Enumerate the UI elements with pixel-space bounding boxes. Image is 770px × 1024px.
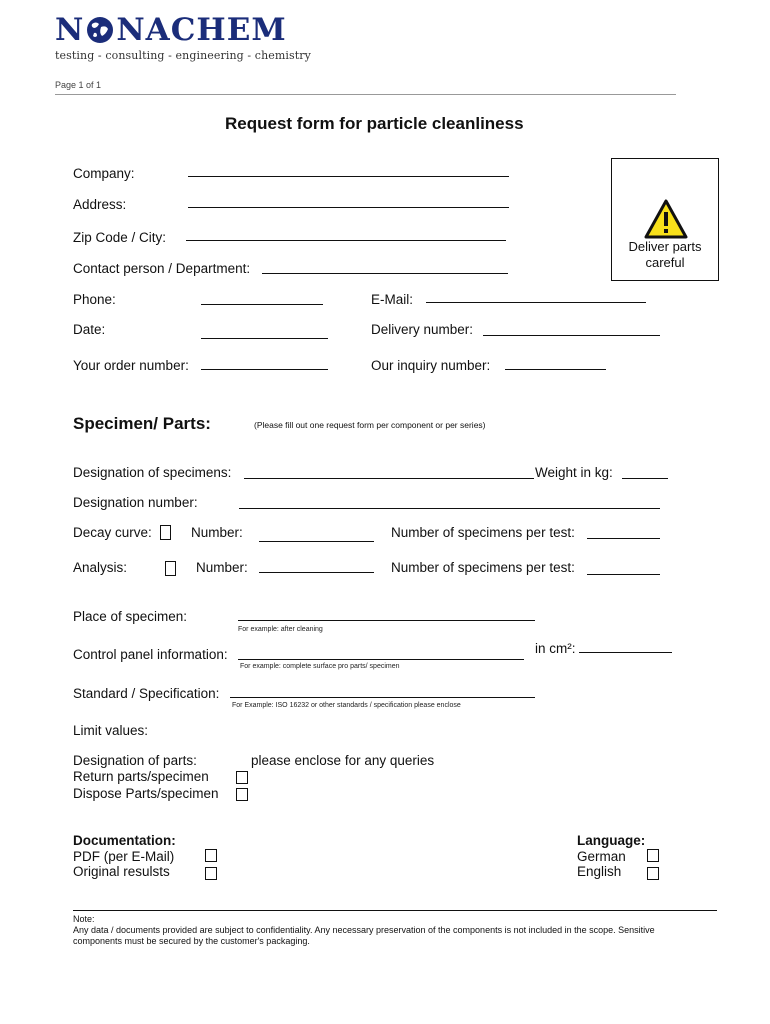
documentation-heading: Documentation: <box>73 833 176 848</box>
standard-label: Standard / Specification: <box>73 686 220 701</box>
decay-number-label: Number: <box>191 525 243 540</box>
our-inquiry-number-field[interactable] <box>505 369 606 370</box>
logo-text-end: NACHEM <box>116 12 287 48</box>
specimen-hint: (Please fill out one request form per component or per series) <box>254 420 486 430</box>
note-block <box>73 914 683 947</box>
german-checkbox[interactable] <box>647 849 659 862</box>
designation-number-label: Designation number: <box>73 495 198 510</box>
globe-icon <box>85 15 115 45</box>
company-field[interactable] <box>188 176 509 177</box>
analysis-number-field[interactable] <box>259 572 374 573</box>
zip-city-field[interactable] <box>186 240 506 241</box>
place-of-specimen-field[interactable] <box>238 620 535 621</box>
warning-label-line1: Deliver parts <box>628 239 702 254</box>
designation-specimens-label: Designation of specimens: <box>73 465 232 480</box>
analysis-label: Analysis: <box>73 560 128 575</box>
specimens-per-test-label-2: Number of specimens per test: <box>391 560 575 575</box>
note-label: Note: <box>73 914 95 924</box>
address-field[interactable] <box>188 207 509 208</box>
pdf-label: PDF (per E-Mail) <box>73 849 175 864</box>
designation-specimens-field[interactable] <box>244 478 534 479</box>
form-title: Request form for particle cleanliness <box>225 114 524 133</box>
language-heading: Language: <box>577 833 646 848</box>
specimen-heading: Specimen/ Parts: <box>73 414 211 433</box>
decay-curve-checkbox[interactable] <box>160 525 171 540</box>
phone-field[interactable] <box>201 304 323 305</box>
page-indicator: Page 1 of 1 <box>55 80 102 90</box>
decay-curve-label: Decay curve: <box>73 525 152 540</box>
enclose-queries-label: please enclose for any queries <box>251 753 435 768</box>
date-field[interactable] <box>201 338 328 339</box>
dispose-parts-checkbox[interactable] <box>236 788 248 801</box>
control-panel-label: Control panel information: <box>73 647 228 662</box>
place-of-specimen-label: Place of specimen: <box>73 609 188 624</box>
warning-label-line2: careful <box>645 255 685 270</box>
our-inquiry-number-label: Our inquiry number: <box>371 358 491 373</box>
decay-number-field[interactable] <box>259 541 374 542</box>
dispose-parts-label: Dispose Parts/specimen <box>73 786 219 801</box>
warning-icon <box>644 199 688 239</box>
weight-label: Weight in kg: <box>535 465 613 480</box>
zip-city-label: Zip Code / City: <box>73 230 167 245</box>
email-label: E-Mail: <box>371 292 414 307</box>
logo-tagline: testing - consulting - engineering - chemistry <box>55 49 311 62</box>
specimens-per-test-field-2[interactable] <box>587 574 660 575</box>
careful-delivery-box <box>611 158 719 281</box>
contact-person-label: Contact person / Department: <box>73 261 251 276</box>
in-cm2-field[interactable] <box>579 652 672 653</box>
logo-text-start: N <box>55 12 85 48</box>
return-parts-checkbox[interactable] <box>236 771 248 784</box>
return-parts-label: Return parts/specimen <box>73 769 209 784</box>
note-text: Any data / documents provided are subject to confidentiality. Any necessary preservation of the components is not included in the scope. Sensitive components must be secured by the customer's packaging. <box>73 925 655 946</box>
control-panel-hint: For example: complete surface pro parts/ specimen <box>240 663 400 670</box>
pdf-checkbox[interactable] <box>205 849 217 862</box>
limit-values-label: Limit values: <box>73 723 149 738</box>
company-label: Company: <box>73 166 135 181</box>
control-panel-field[interactable] <box>238 659 524 660</box>
delivery-number-label: Delivery number: <box>371 322 474 337</box>
phone-label: Phone: <box>73 292 116 307</box>
specimens-per-test-label-1: Number of specimens per test: <box>391 525 575 540</box>
your-order-number-field[interactable] <box>201 369 328 370</box>
place-hint: For example: after cleaning <box>238 626 323 633</box>
email-field[interactable] <box>426 302 646 303</box>
german-label: German <box>577 849 626 864</box>
original-results-checkbox[interactable] <box>205 867 217 880</box>
weight-field[interactable] <box>622 478 668 479</box>
designation-number-field[interactable] <box>239 508 660 509</box>
date-label: Date: <box>73 322 106 337</box>
specimens-per-test-field-1[interactable] <box>587 538 660 539</box>
standard-hint: For Example: ISO 16232 or other standards / specification please enclose <box>232 702 461 709</box>
english-label: English <box>577 864 622 879</box>
original-results-label: Original resulsts <box>73 864 170 879</box>
in-cm2-label: in cm²: <box>535 641 576 656</box>
delivery-number-field[interactable] <box>483 335 660 336</box>
company-logo <box>55 14 311 62</box>
analysis-checkbox[interactable] <box>165 561 176 576</box>
contact-person-field[interactable] <box>262 273 508 274</box>
note-divider <box>73 910 717 911</box>
designation-parts-label: Designation of parts: <box>73 753 197 768</box>
standard-field[interactable] <box>230 697 535 698</box>
your-order-number-label: Your order number: <box>73 358 189 373</box>
header-divider <box>55 94 676 95</box>
address-label: Address: <box>73 197 127 212</box>
analysis-number-label: Number: <box>196 560 248 575</box>
english-checkbox[interactable] <box>647 867 659 880</box>
